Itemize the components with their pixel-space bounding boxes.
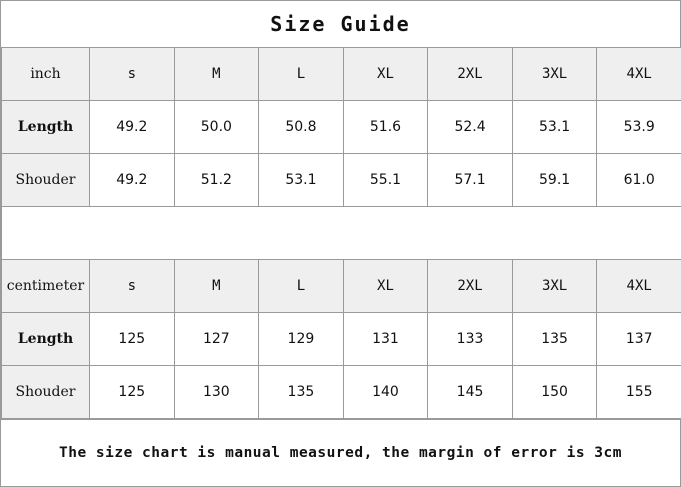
cell-value: 51.2 <box>174 154 259 207</box>
size-header-xl: XL <box>343 48 428 101</box>
page-title: Size Guide <box>1 1 680 47</box>
cell-value: 50.8 <box>259 101 344 154</box>
cell-value: 50.0 <box>174 101 259 154</box>
table-header-row <box>2 260 681 313</box>
cell-value: 53.9 <box>597 101 681 154</box>
size-header-s: s <box>90 48 175 101</box>
cell-value: 140 <box>343 366 428 419</box>
size-table-inch <box>1 47 681 419</box>
cell-value: 127 <box>174 313 259 366</box>
size-header-4xl: 4XL <box>597 48 681 101</box>
cell-value: 130 <box>174 366 259 419</box>
cell-value: 150 <box>512 366 597 419</box>
cell-value: 137 <box>597 313 681 366</box>
size-header-3xl: 3XL <box>512 48 597 101</box>
cell-value: 61.0 <box>597 154 681 207</box>
cell-value: 49.2 <box>90 154 175 207</box>
cell-value: 51.6 <box>343 101 428 154</box>
row-label-shouder: Shouder <box>2 154 90 207</box>
size-header-l: L <box>259 48 344 101</box>
size-header-s: s <box>90 260 175 313</box>
unit-label-inch: inch <box>2 48 90 101</box>
cell-value: 133 <box>428 313 513 366</box>
unit-label-centimeter: centimeter <box>2 260 90 313</box>
cell-value: 131 <box>343 313 428 366</box>
table-row <box>2 313 681 366</box>
cell-value: 57.1 <box>428 154 513 207</box>
cell-value: 125 <box>90 366 175 419</box>
size-header-m: M <box>174 260 259 313</box>
cell-value: 53.1 <box>259 154 344 207</box>
spacer-row <box>2 207 681 260</box>
size-header-2xl: 2XL <box>428 48 513 101</box>
cell-value: 125 <box>90 313 175 366</box>
size-header-l: L <box>259 260 344 313</box>
cell-value: 59.1 <box>512 154 597 207</box>
footer-note: The size chart is manual measured, the margin of error is 3cm <box>1 419 680 486</box>
cell-value: 155 <box>597 366 681 419</box>
cell-value: 135 <box>259 366 344 419</box>
table-row <box>2 366 681 419</box>
size-header-m: M <box>174 48 259 101</box>
size-header-xl: XL <box>343 260 428 313</box>
cell-value: 145 <box>428 366 513 419</box>
size-header-2xl: 2XL <box>428 260 513 313</box>
cell-value: 55.1 <box>343 154 428 207</box>
cell-value: 49.2 <box>90 101 175 154</box>
cell-value: 52.4 <box>428 101 513 154</box>
row-label-length: Length <box>2 313 90 366</box>
spacer-cell <box>2 207 681 260</box>
size-header-3xl: 3XL <box>512 260 597 313</box>
row-label-shouder: Shouder <box>2 366 90 419</box>
row-label-length: Length <box>2 101 90 154</box>
table-row <box>2 101 681 154</box>
size-header-4xl: 4XL <box>597 260 681 313</box>
cell-value: 53.1 <box>512 101 597 154</box>
cell-value: 135 <box>512 313 597 366</box>
table-row <box>2 154 681 207</box>
table-header-row <box>2 48 681 101</box>
cell-value: 129 <box>259 313 344 366</box>
